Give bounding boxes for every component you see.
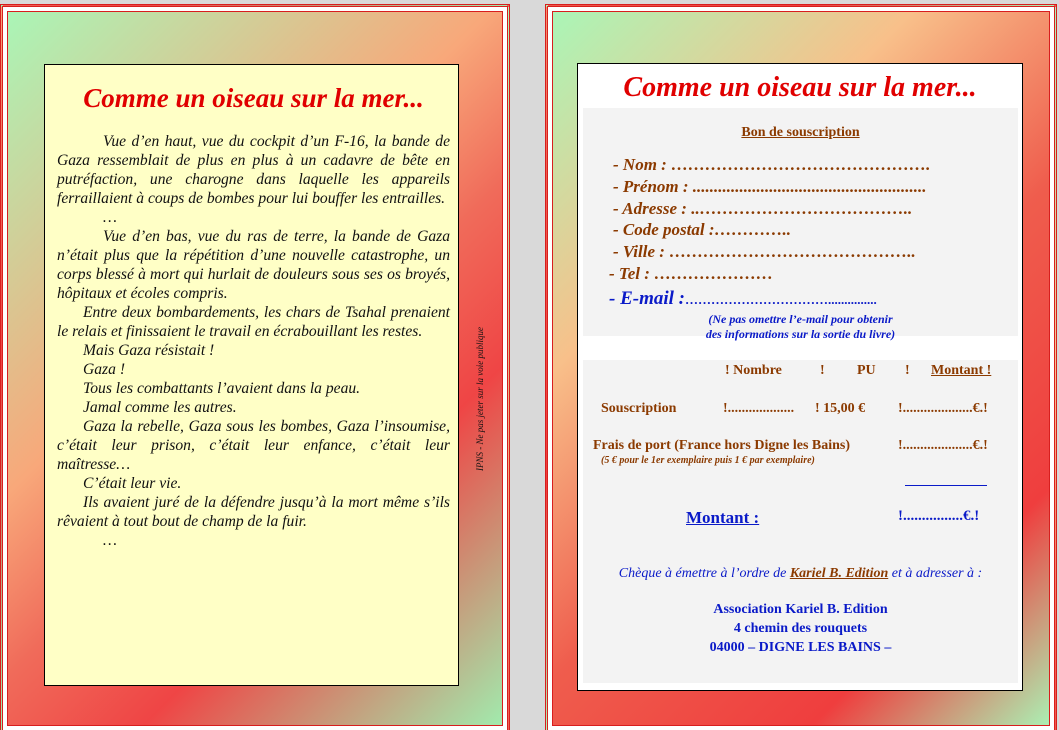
souscription-label: Souscription [601, 401, 677, 416]
header-sep-1: ! [820, 363, 825, 378]
header-nombre: ! Nombre [725, 363, 782, 378]
story-sheet [44, 64, 459, 686]
story-text [57, 132, 450, 550]
email-field[interactable] [609, 288, 877, 310]
port-note: (5 € pour le 1er exemplaire puis 1 € par exemplaire) [601, 455, 815, 466]
story-paragraph: … [103, 209, 117, 226]
story-paragraph: Ils avaient juré de la défendre jusqu’à la mort même s’ils rêvaient à tout bout de champ de la fuir. [57, 494, 450, 530]
port-total[interactable]: !....................€.! [898, 438, 988, 453]
order-title: Comme un oiseau sur la mer... [623, 72, 977, 103]
email-dots: ……………………………............... [685, 292, 877, 307]
story-paragraph: Mais Gaza résistait ! [83, 342, 215, 359]
montant-label: Montant : [686, 508, 760, 527]
prenom-field[interactable]: - Prénom : ....................................................... [613, 177, 927, 196]
email-note-line1: (Ne pas omettre l’e-mail pour obtenir [708, 312, 893, 326]
adresse-field[interactable]: - Adresse : ..……………………………….. [613, 199, 913, 218]
postal-address: Association Kariel B. Edition 4 chemin des rouquets 04000 – DIGNE LES BAINS – [709, 602, 892, 655]
port-label: Frais de port (France hors Digne les Bains) [593, 438, 851, 453]
montant-value[interactable]: !................€.! [898, 508, 980, 524]
right-page [545, 4, 1057, 730]
souscription-qty[interactable]: !................... [723, 401, 795, 416]
left-page [0, 4, 510, 730]
story-paragraph: Gaza la rebelle, Gaza sous les bombes, Gaza l’insoumise, c’était leur prison, c’était leur enfance, c’était leur maîtresse… [57, 418, 450, 473]
tel-field[interactable]: - Tel : ………………… [609, 264, 774, 283]
header-sep-2: ! [905, 363, 910, 378]
cheque-instruction: Chèque à émettre à l’ordre de Kariel B. Edition et à adresser à : [618, 566, 983, 581]
story-title: Comme un oiseau sur la mer... [83, 83, 424, 113]
header-montant: Montant ! [931, 363, 992, 378]
email-note-line2: des informations sur la sortie du livre) [705, 327, 896, 341]
story-paragraph: Vue d’en haut, vue du cockpit d’un F-16, la bande de Gaza ressemblait de plus en plus à un cadavre de bête en putréfaction, une charogne dans laquelle les appareils ferraillaient à coups de bombes pour lui bouffer les entrailles. [57, 133, 450, 207]
story-paragraph: Tous les combattants l’avaient dans la peau. [83, 380, 361, 397]
story-paragraph: … [103, 532, 117, 549]
story-paragraph: Gaza ! [83, 361, 126, 378]
cheque-payee: Kariel B. Edition [789, 566, 889, 581]
souscription-total[interactable]: !....................€.! [898, 401, 988, 416]
nom-field[interactable]: - Nom : ………………………………………. [613, 155, 931, 174]
story-paragraph: Jamal comme les autres. [83, 399, 237, 416]
story-paragraph: Vue d’en bas, vue du ras de terre, la bande de Gaza n’était plus que la répétition d’une nouvelle catastrophe, un corps blessé à mort qui hurlait de douleurs sous ses os broyés, hôpitaux et écoles compris. [57, 228, 450, 302]
form-heading: Bon de souscription [741, 125, 860, 140]
sum-line [905, 485, 987, 486]
souscription-price: ! 15,00 € [815, 401, 866, 416]
story-paragraph: Entre deux bombardements, les chars de Tsahal prenaient le relais et finissaient le travail en écrabouillant les restes. [57, 304, 450, 340]
header-pu: PU [857, 363, 876, 378]
order-table [583, 360, 1018, 683]
side-note: IPNS - Ne pas jeter sur la voie publique [475, 327, 485, 471]
email-label: - E-mail : [609, 288, 685, 309]
story-paragraph: C’était leur vie. [83, 475, 182, 492]
order-sheet [577, 63, 1023, 691]
subscription-form [583, 108, 1018, 341]
ville-field[interactable]: - Ville : …………………………………….. [613, 242, 916, 261]
code-postal-field[interactable]: - Code postal :………….. [613, 220, 792, 239]
